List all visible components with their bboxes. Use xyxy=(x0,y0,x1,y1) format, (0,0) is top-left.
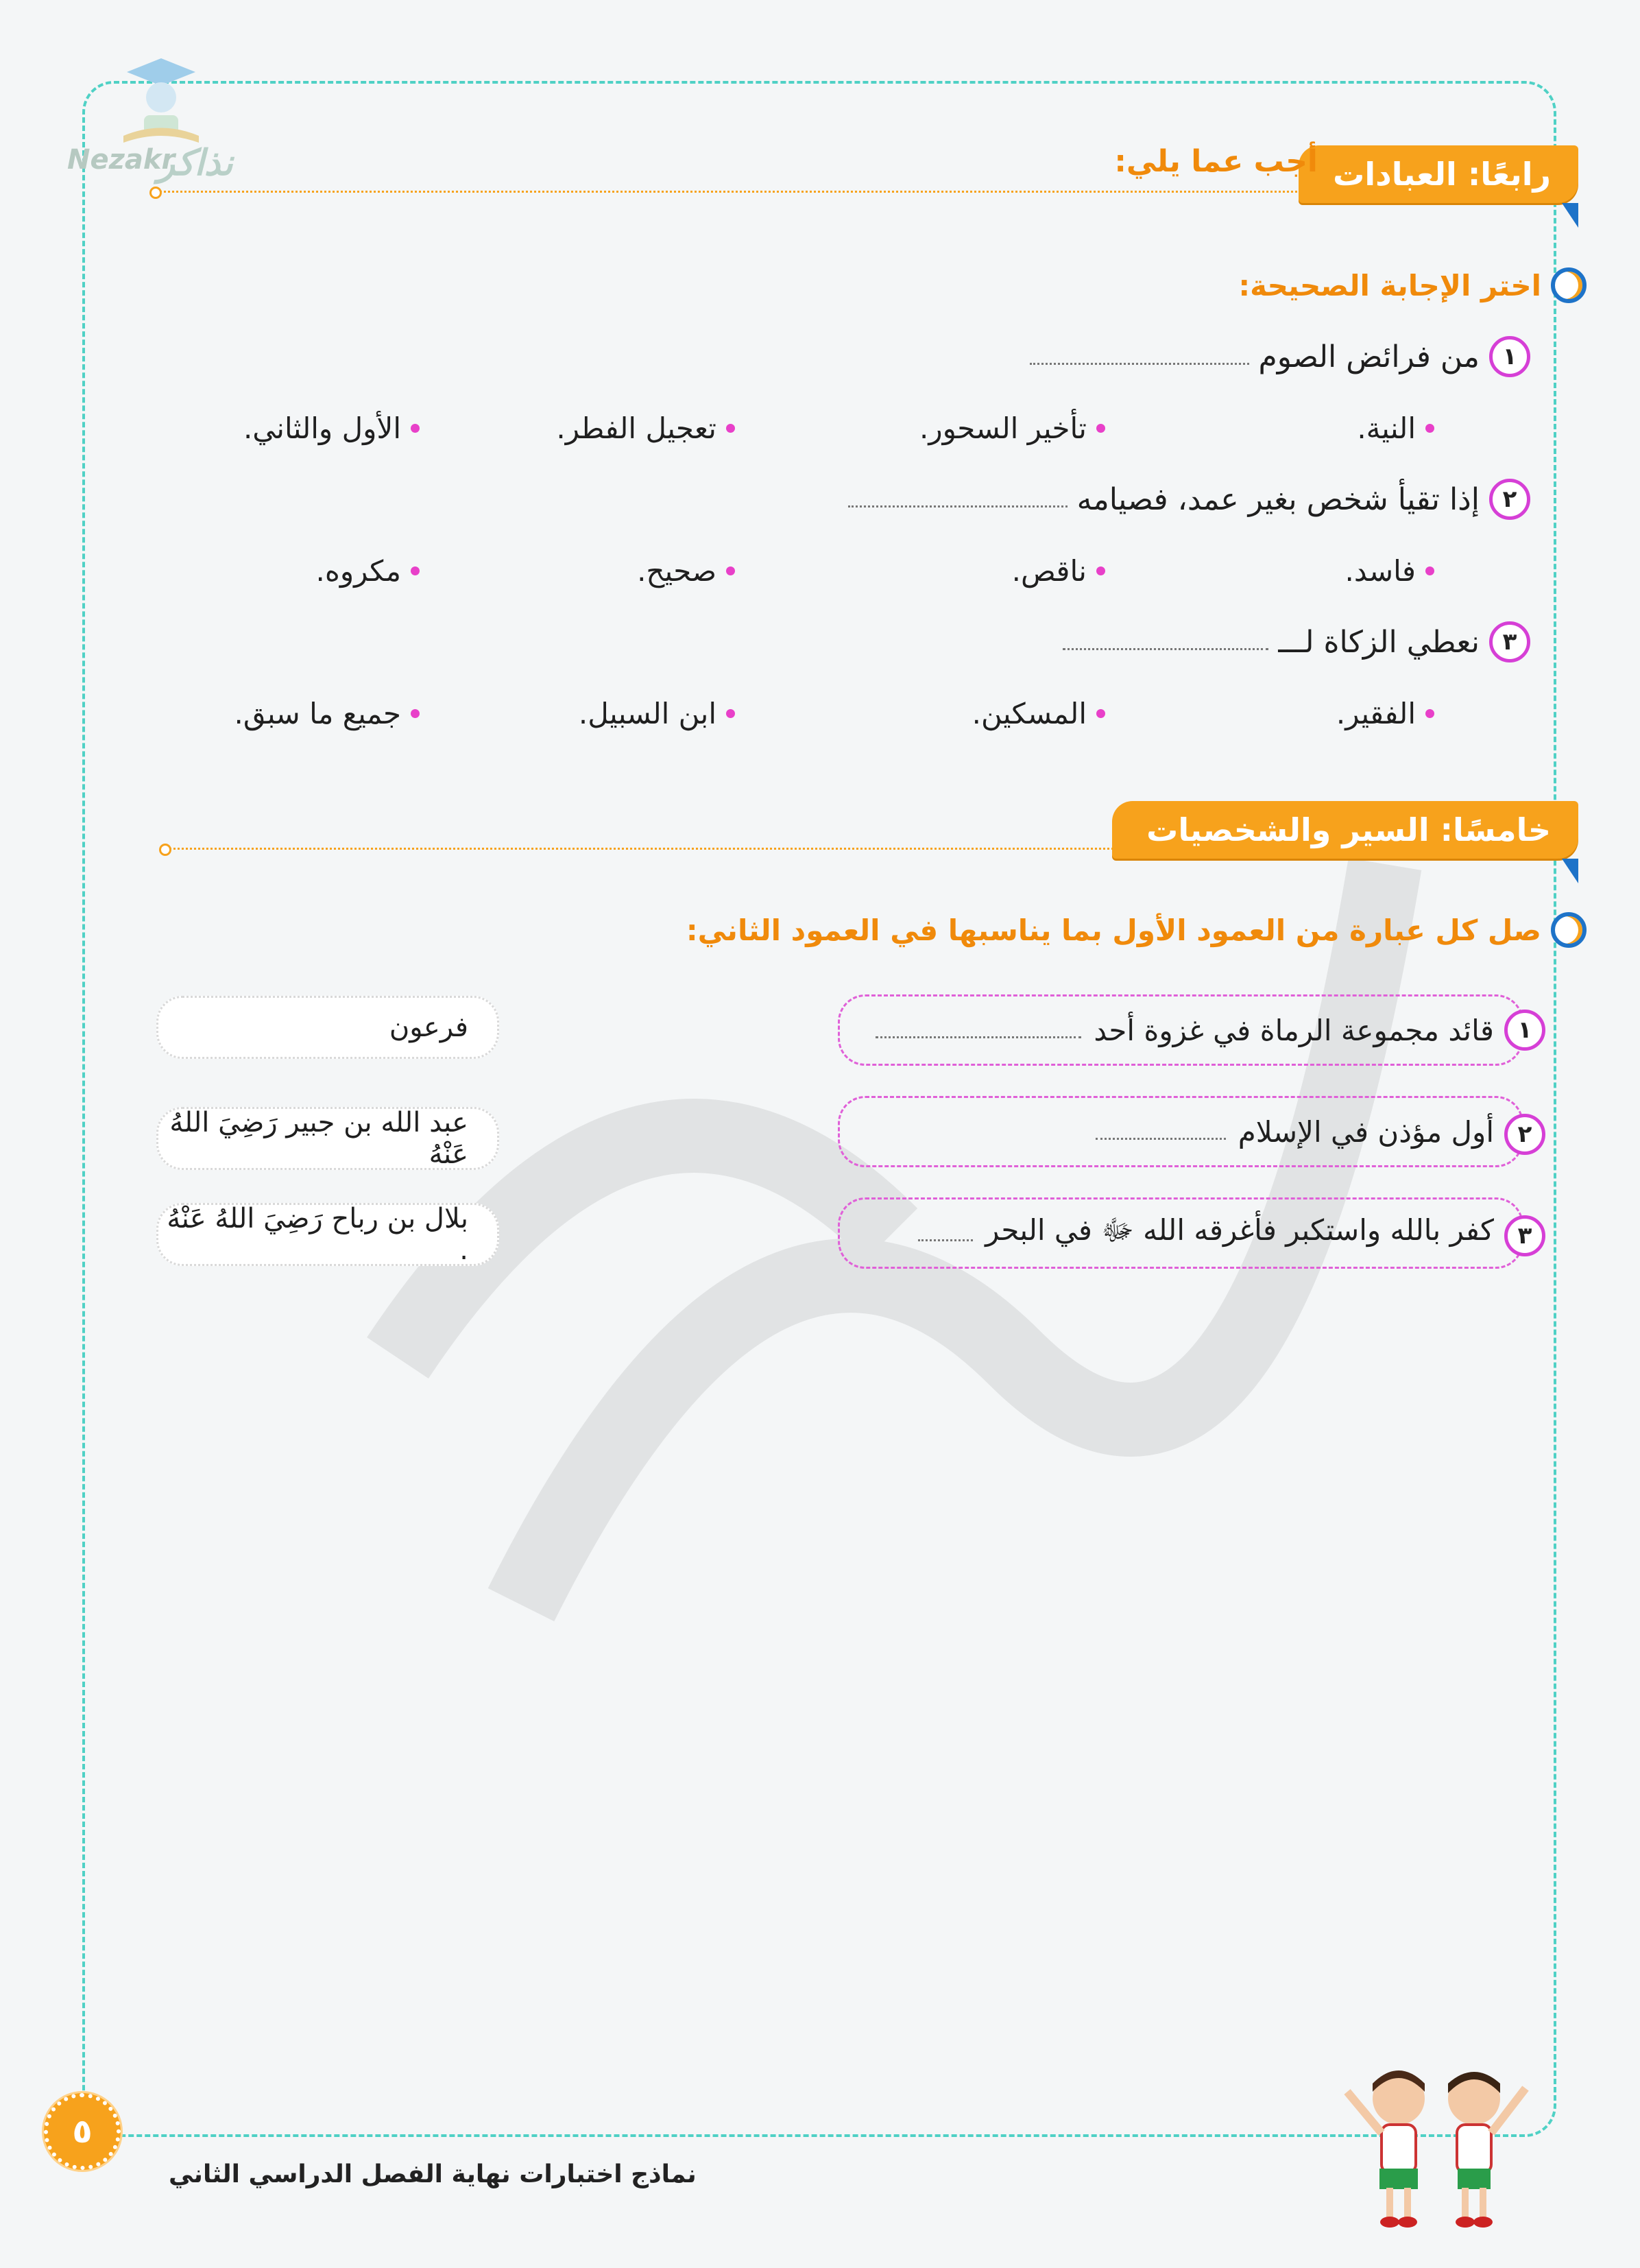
instruction-ring-icon xyxy=(1551,267,1587,303)
match-answer-text: بلال بن رباح رَضِيَ اللهُ عَنْهُ . xyxy=(167,1203,468,1266)
section5-instruction xyxy=(686,912,1587,948)
bullet-icon xyxy=(1425,709,1434,718)
instruction-ring-icon xyxy=(1551,912,1587,948)
match-text: كفر بالله واستكبر فأغرقه الله ﷻ في البحر xyxy=(985,1213,1494,1247)
logo-arabic-text: نذاكر xyxy=(158,143,233,184)
question-2 xyxy=(848,479,1530,520)
section5-title: خامسًا: السير والشخصيات xyxy=(1112,801,1578,859)
kids-illustration-icon xyxy=(1337,2051,1536,2236)
bullet-icon xyxy=(1096,424,1105,433)
logo xyxy=(55,55,261,185)
option[interactable] xyxy=(919,411,1105,445)
option[interactable] xyxy=(1357,411,1434,445)
match-item-2[interactable] xyxy=(838,1096,1523,1167)
option-text: الفقير. xyxy=(1336,697,1416,730)
question-number: ٣ xyxy=(1489,621,1530,663)
option[interactable] xyxy=(637,554,735,588)
match-answer-text: فرعون xyxy=(389,1012,468,1043)
option-text: الأول والثاني. xyxy=(243,411,401,445)
option-text: فاسد. xyxy=(1344,554,1416,588)
bullet-icon xyxy=(1096,709,1105,718)
option[interactable] xyxy=(1336,697,1434,730)
bullet-icon xyxy=(1425,424,1434,433)
match-number: ٣ xyxy=(1504,1215,1545,1256)
option-text: ابن السبيل. xyxy=(578,697,716,730)
bullet-icon xyxy=(411,424,420,433)
option[interactable] xyxy=(243,411,420,445)
question-text: إذا تقيأ شخص بغير عمد، فصيامه xyxy=(1076,481,1480,517)
question-1 xyxy=(1030,336,1530,377)
option-text: مكروه. xyxy=(315,554,401,588)
answer-blank[interactable] xyxy=(918,1226,973,1241)
section4-instruction-text: اختر الإجابة الصحيحة: xyxy=(1238,268,1541,302)
answer-blank[interactable] xyxy=(1030,349,1249,365)
answer-blank[interactable] xyxy=(1096,1124,1226,1140)
match-answer-2[interactable] xyxy=(156,1107,499,1170)
bullet-icon xyxy=(726,424,735,433)
option[interactable] xyxy=(972,697,1105,730)
option-text: صحيح. xyxy=(637,554,716,588)
option-text: النية. xyxy=(1357,411,1416,445)
match-text: أول مؤذن في الإسلام xyxy=(1238,1114,1494,1149)
bullet-icon xyxy=(726,566,735,575)
match-item-1[interactable] xyxy=(838,994,1523,1066)
option[interactable] xyxy=(234,697,420,730)
option-text: المسكين. xyxy=(972,697,1087,730)
answer-blank[interactable] xyxy=(848,492,1068,508)
option[interactable] xyxy=(1345,554,1434,588)
graduate-logo-icon xyxy=(123,55,199,144)
question-text: من فرائض الصوم xyxy=(1258,339,1480,374)
answer-blank[interactable] xyxy=(1063,634,1268,650)
footer-text: نماذج اختبارات نهاية الفصل الدراسي الثاني xyxy=(169,2160,697,2188)
match-item-3[interactable] xyxy=(838,1197,1523,1269)
question-3 xyxy=(1063,621,1530,663)
match-answer-1[interactable] xyxy=(156,996,499,1059)
match-answer-text: عبد الله بن جبير رَضِيَ اللهُ عَنْهُ xyxy=(169,1107,468,1170)
page-number: ٥ xyxy=(44,2093,121,2170)
answer-blank[interactable] xyxy=(876,1023,1081,1038)
section4-instruction xyxy=(1238,267,1587,303)
option[interactable] xyxy=(579,697,735,730)
option[interactable] xyxy=(1012,554,1105,588)
option-text: تأخير السحور. xyxy=(919,411,1087,445)
bullet-icon xyxy=(411,566,420,575)
option-text: ناقص. xyxy=(1011,554,1087,588)
section4-title: رابعًا: العبادات xyxy=(1299,145,1578,203)
section4-subtitle: أجب عما يلي: xyxy=(1114,144,1318,179)
section4-dotted-line xyxy=(156,191,1318,193)
match-number: ٢ xyxy=(1504,1114,1545,1155)
question-text: نعطي الزكاة لـــ xyxy=(1278,624,1480,660)
section5-dotted-line xyxy=(166,848,1187,850)
question-number: ١ xyxy=(1489,336,1530,377)
question-number: ٢ xyxy=(1489,479,1530,520)
logo-latin-text: Nezakr xyxy=(67,144,176,176)
section5-instruction-text: صل كل عبارة من العمود الأول بما يناسبها في العمود الثاني: xyxy=(686,913,1541,947)
match-number: ١ xyxy=(1504,1010,1545,1051)
match-answer-3[interactable] xyxy=(156,1203,499,1266)
match-text: قائد مجموعة الرماة في غزوة أحد xyxy=(1094,1013,1494,1047)
option[interactable] xyxy=(315,554,420,588)
bullet-icon xyxy=(1096,566,1105,575)
option-text: تعجيل الفطر. xyxy=(556,411,716,445)
bullet-icon xyxy=(726,709,735,718)
option[interactable] xyxy=(556,411,735,445)
bullet-icon xyxy=(1425,566,1434,575)
bullet-icon xyxy=(411,709,420,718)
option-text: جميع ما سبق. xyxy=(234,697,401,730)
